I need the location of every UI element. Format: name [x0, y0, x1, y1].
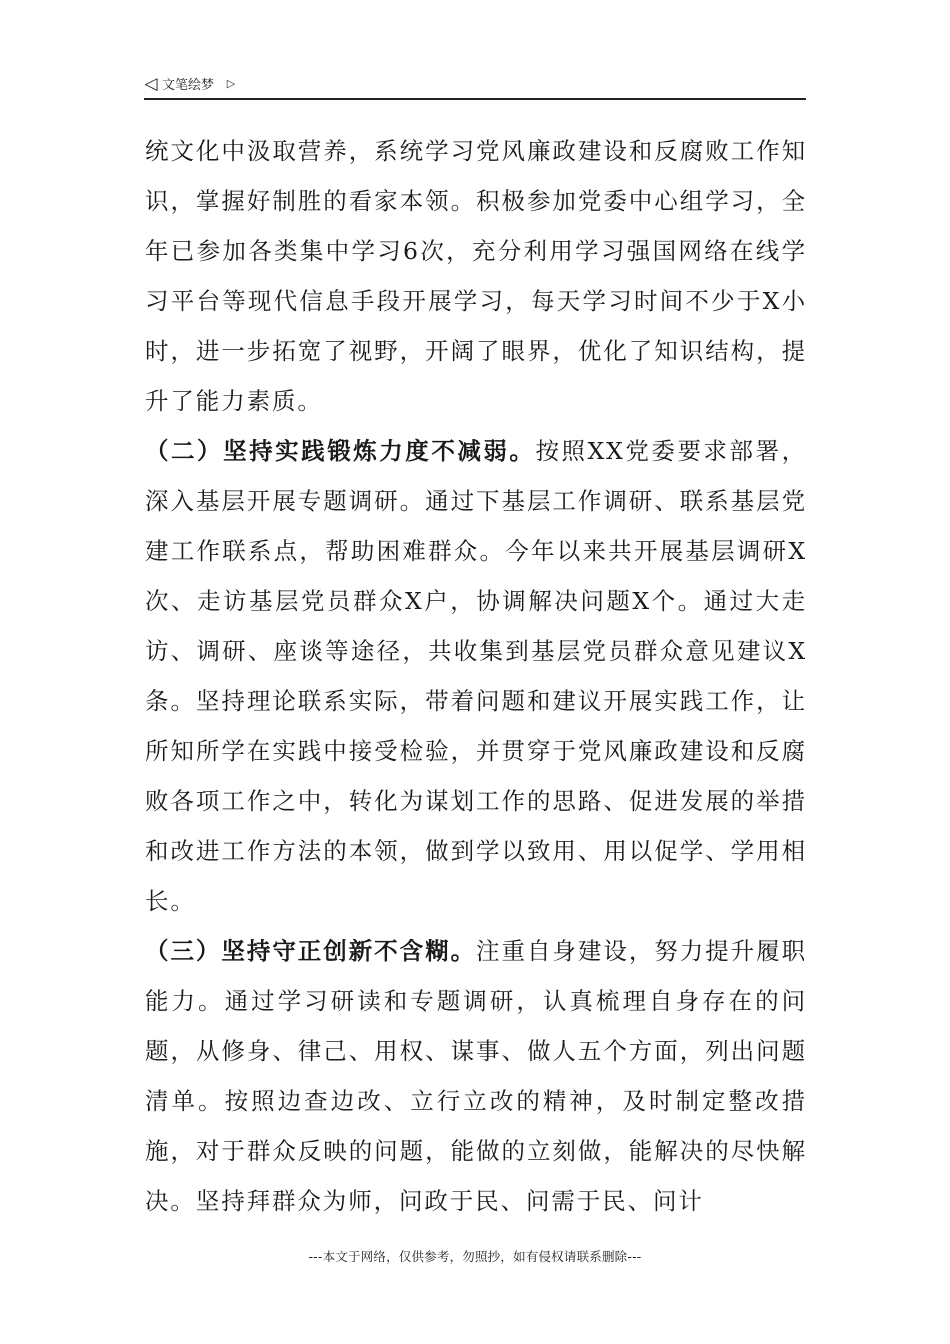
paragraph-2-text: 按照XX党委要求部署，深入基层开展专题调研。通过下基层工作调研、联系基层党建工作联系点，帮助困难群众。今年以来共开展基层调研X次、走访基层党员群众X户，协调解决问题X个。通过大走访、调研、座谈等途径，共收集到基层党员群众意见建议X条。坚持理论联系实际，带着问题和建议开展实践工作，让所知所学在实践中接受检验，并贯穿于党风廉政建设和反腐败各项工作之中，转化为谋划工作的思路、促进发展的举措和改进工作方法的本领，做到学以致用、用以促学、学用相长。 [145, 437, 807, 915]
page-footer: ---本文于网络，仅供参考，勿照抄，如有侵权请联系删除--- [308, 1249, 642, 1264]
document-body [145, 126, 807, 1226]
paragraph-3 [145, 926, 807, 1226]
triangle-right-icon: ▷ [226, 76, 236, 90]
header-brand [144, 74, 238, 93]
paragraph-3-text: 注重自身建设，努力提升履职能力。通过学习研读和专题调研，认真梳理自身存在的问题，从修身、律己、用权、谋事、做人五个方面，列出问题清单。按照边查边改、立行立改的精神，及时制定整改措施，对于群众反映的问题，能做的立刻做，能解决的尽快解决。坚持拜群众为师，问政于民、问需于民、问计 [145, 937, 807, 1215]
page-header [144, 72, 806, 100]
triangle-left-icon: ◁ [144, 73, 158, 94]
header-title: 文笔绘梦 [162, 78, 215, 93]
paragraph-2 [145, 426, 807, 926]
section-heading-2: （二）坚持实践锻炼力度不减弱。 [145, 437, 536, 465]
paragraph-1: 统文化中汲取营养，系统学习党风廉政建设和反腐败工作知识，掌握好制胜的看家本领。积极参加党委中心组学习，全年已参加各类集中学习6次，充分利用学习强国网络在线学习平台等现代信息手段开展学习，每天学习时间不少于X小时，进一步拓宽了视野，开阔了眼界，优化了知识结构，提升了能力素质。 [145, 137, 807, 415]
section-heading-3: （三）坚持守正创新不含糊。 [145, 937, 477, 965]
